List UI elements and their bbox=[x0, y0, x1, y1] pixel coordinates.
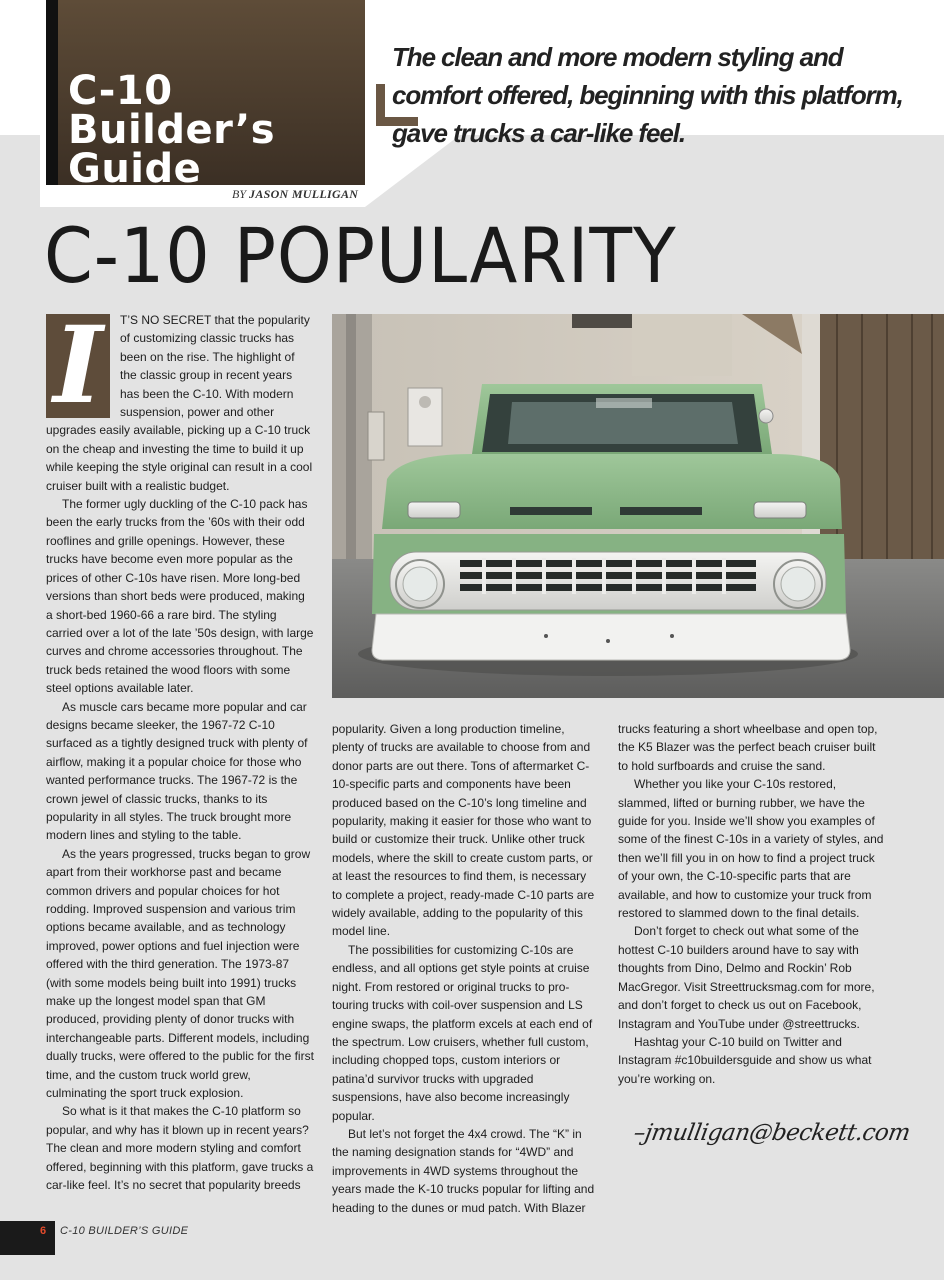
paragraph: trucks featuring a short wheelbase and open top, the K5 Blazer was the perfect beach cruiser built to hold surfboards and cruise the sand. bbox=[618, 722, 878, 773]
section-title-line: Builder’s bbox=[68, 107, 276, 153]
paragraph: T’S NO SECRET that the popularity of customizing classic trucks has been on the rise. The highlight of the classic group in recent years has been the C-10. With modern suspension, power and other upgrades easily available, picking up a C-10 truck on the cheap and investing the time to build it up while keeping the style original can result in a cool cruiser built with a realistic budget. bbox=[46, 313, 313, 493]
article-column-3 bbox=[618, 720, 884, 1088]
paragraph: popularity. Given a long production timeline, plenty of trucks are available to choose from and donor parts are out there. Tons of aftermarket C-10-specific parts and components have been produced based on the C-10’s long timeline and popularity, making it easier for those who want to build or customize their truck. Unlike other truck models, where the skill to create custom parts, or at least the resources to find them, is necessary to complete a project, ready-made C-10 parts are widely available, adding to the popularity of this model line. bbox=[332, 722, 595, 939]
footer-section-label: C-10 BUILDER’S GUIDE bbox=[60, 1225, 189, 1237]
header-accent-bar bbox=[46, 0, 58, 185]
byline-prefix: BY bbox=[232, 187, 247, 201]
footer-block bbox=[0, 1221, 55, 1255]
paragraph: Don’t forget to check out what some of the hottest C-10 builders around have to say with thoughts from Dino, Delmo and Rockin’ Rob MacGregor. Visit Streettrucksmag.com for more, and don’t forget to check us out on Facebook, Instagram and YouTube under @streettrucks. bbox=[618, 924, 875, 1031]
paragraph: Whether you like your C-10s restored, slammed, lifted or burning rubber, we have the guide for you. Inside we’ll show you examples of some of the finest C-10s in a variety of styles, and then we’ll fill you in on how to find a project truck of your own, the C-10-specific parts that are available, and how to customize your truck from restored to slammed down to the final details. bbox=[618, 777, 884, 921]
page-number: 6 bbox=[40, 1225, 47, 1237]
paragraph: Hashtag your C-10 build on Twitter and Instagram #c10buildersguide and show us what you’re working on. bbox=[618, 1034, 872, 1086]
paragraph: As the years progressed, trucks began to grow apart from their workhorse past and became common drivers and popular choices for hot rodding. Improved suspension and various trim options became available, and as technology improved, power options and fuel injection were offered with the third generation. The 1973-87 (with some models being built into 1991) trucks make up the longest model span that GM produced, providing plenty of donor trucks with interchangeable parts. Different models, including dually trucks, were offered to the public for the first time, and the custom truck world grew, culminating the sport truck explosion. bbox=[46, 846, 314, 1101]
pull-quote: The clean and more modern styling and comfort offered, beginning with this platform, gave trucks a car-like feel. bbox=[392, 42, 903, 148]
author-signature: –jmulligan@beckett.com bbox=[631, 1120, 912, 1146]
paragraph: The possibilities for customizing C-10s are endless, and all options get style points at cruise night. From restored or original trucks to pro-touring trucks with coil-over suspension and LS engine swaps, the platform excels at each end of the spectrum. Low cruisers, whether full custom, including chopped tops, custom interiors or patina’d survivor trucks with upgraded suspensions, have also become increasingly popular. bbox=[332, 942, 593, 1123]
section-title-line: C-10 bbox=[68, 68, 173, 114]
byline-author: JASON MULLIGAN bbox=[249, 187, 359, 201]
drop-cap: I bbox=[46, 314, 110, 418]
paragraph: So what is it that makes the C-10 platform so popular, and why has it blown up in recent years? The clean and more modern styling and comfort offered, beginning with this platform, gave trucks a car-like feel. It’s no secret that popularity breeds bbox=[46, 1104, 314, 1193]
truck-photo bbox=[332, 314, 944, 698]
headline: C-10 POPULARITY bbox=[44, 211, 677, 300]
byline bbox=[232, 187, 358, 202]
article-column-1 bbox=[46, 302, 314, 1195]
article-column-2 bbox=[332, 720, 596, 1217]
section-title-line: Guide bbox=[68, 146, 202, 192]
section-title bbox=[68, 68, 276, 192]
paragraph: The former ugly duckling of the C-10 pack has been the early trucks from the ’60s with their odd rooflines and grille openings. However, these trucks have become even more popular as the prices of other C-10s have risen. More long-bed versions than short beds were produced, making a short-bed 1960-66 a rare bird. The styling carried over a lot of the late ’50s design, with large curves and chrome accessories throughout. The truck beds retained the wood floors with some steel options available later. bbox=[46, 497, 314, 696]
paragraph: As muscle cars became more popular and car designs became sleeker, the 1967-72 C-10 surfaced as a tightly designed truck with plenty of airflow, making it a popular choice for those who wanted performance trucks. The 1967-72 is the crown jewel of classic trucks, thanks to its popularity in all styles. The truck brought more modern lines and styling to the table. bbox=[46, 699, 308, 843]
paragraph: But let’s not forget the 4x4 crowd. The “K” in the naming designation stands for “4WD” and improvements in 4WD systems throughout the years made the K-10 trucks popular for lifting and heading to the dunes or mud patch. With Blazer bbox=[332, 1126, 595, 1215]
